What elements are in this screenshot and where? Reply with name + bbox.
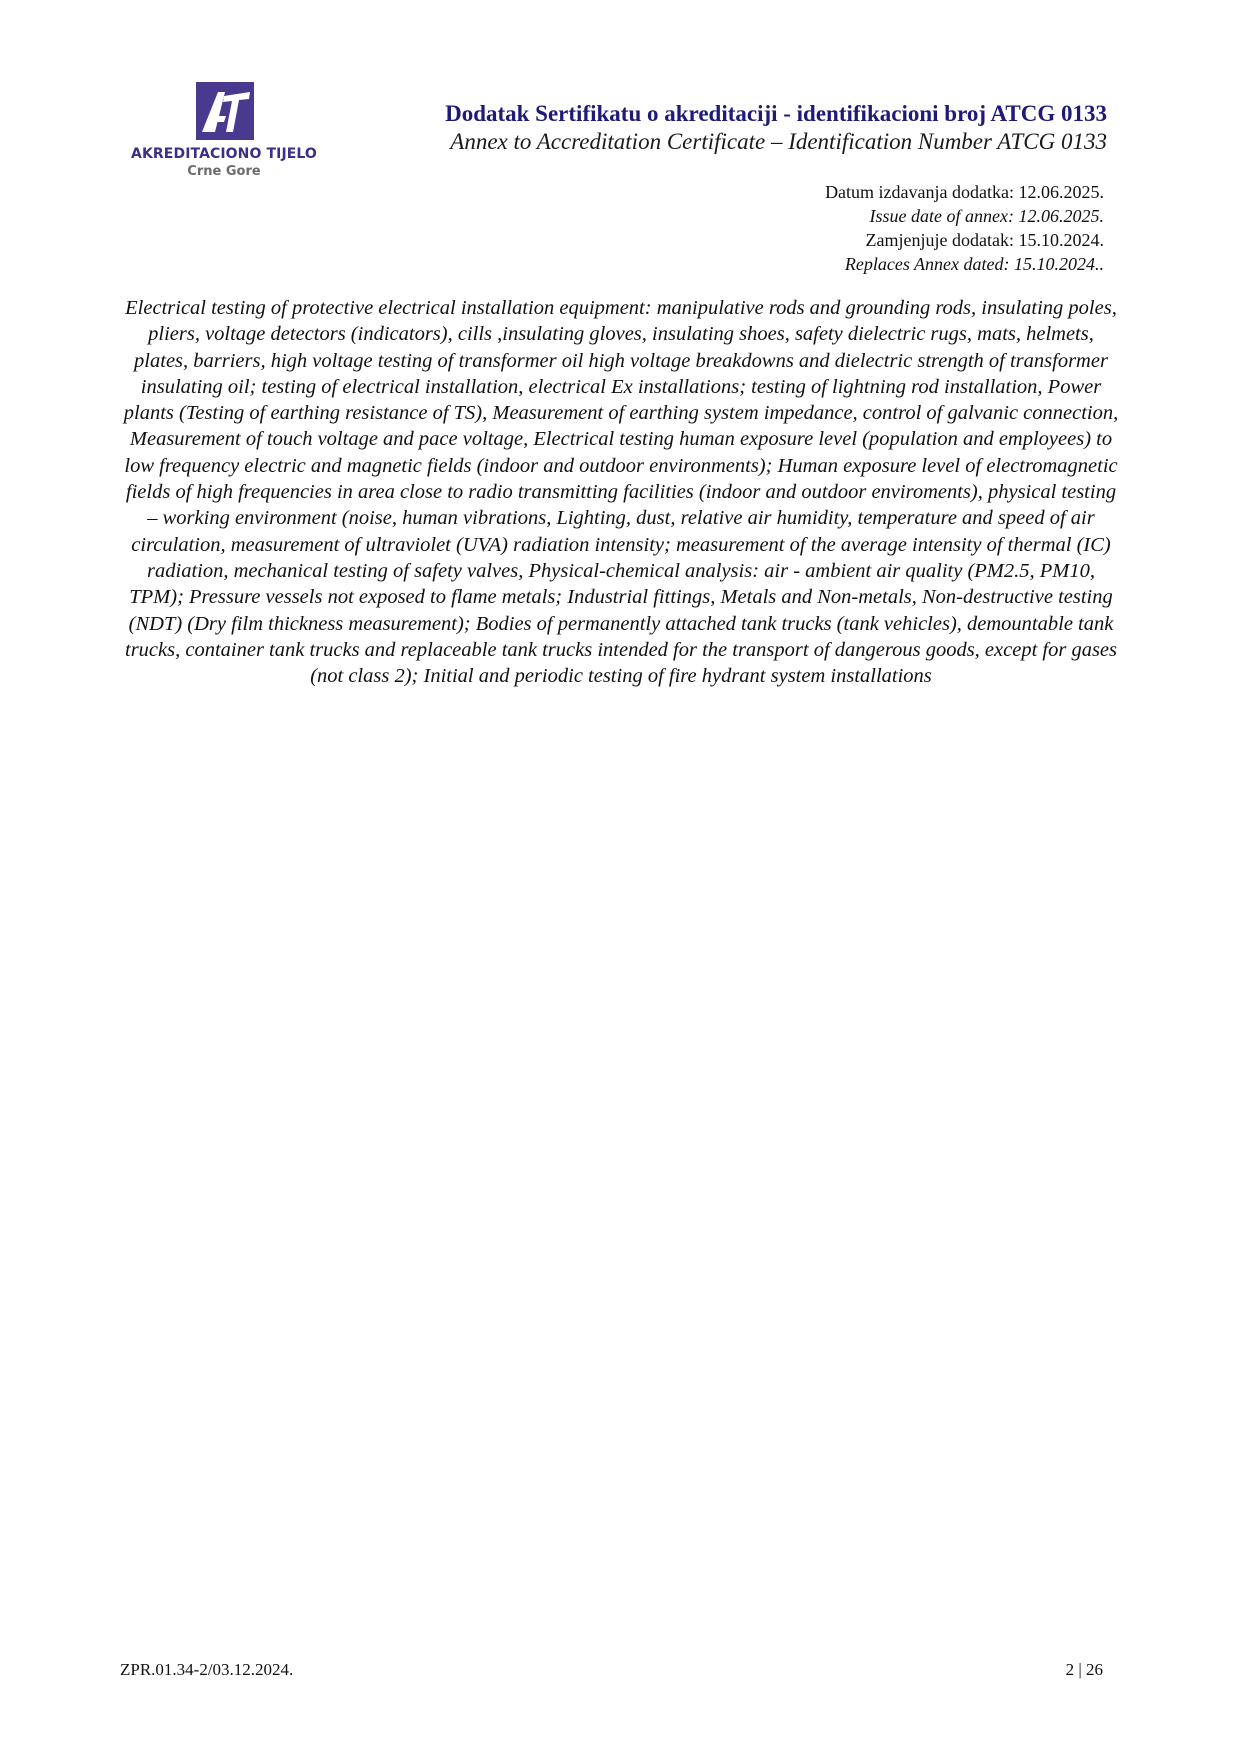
replaces-date-local: Zamjenjuje dodatak: 15.10.2024. xyxy=(865,230,1104,250)
title-local: Dodatak Sertifikatu o akreditaciji - identifikacioni broj ATCG 0133 xyxy=(445,101,1107,126)
issue-date-english: Issue date of annex: 12.06.2025. xyxy=(869,206,1104,226)
document-title xyxy=(445,100,1107,156)
footer-document-code: ZPR.01.34-2/03.12.2024. xyxy=(120,1660,294,1679)
title-english: Annex to Accreditation Certificate – Identification Number ATCG 0133 xyxy=(450,129,1107,154)
replaces-date-english: Replaces Annex dated: 15.10.2024.. xyxy=(844,254,1104,274)
accreditation-logo-icon xyxy=(196,82,254,140)
date-block xyxy=(825,180,1104,276)
logo-subtitle: Crne Gore xyxy=(187,164,261,179)
scope-paragraph: Electrical testing of protective electrical installation equipment: manipulative rods and grounding rods, insulating poles, pliers, voltage detectors (indicators), cills ,insulating gloves, insulating shoes, safety dielectric rugs, mats, helmets, plates, barriers, high voltage testing of transformer oil high voltage breakdowns and dielectric strength of transformer insulating oil; testing of electrical installation, electrical Ex installations; testing of lightning rod installation, Power plants (Testing of earthing resistance of TS), Measurement of earthing system impedance, control of galvanic connection, Measurement of touch voltage and pace voltage, Electrical testing human exposure level (population and employees) to low frequency electric and magnetic fields (indoor and outdoor environments); Human exposure level of electromagnetic fields of high frequencies in area close to radio transmitting facilities (indoor and outdoor enviroments), physical testing – working environment (noise, human vibrations, Lighting, dust, relative air humidity, temperature and speed of air circulation, measurement of ultraviolet (UVA) radiation intensity; measurement of the average intensity of thermal (IC) radiation, mechanical testing of safety valves, Physical-chemical analysis: air - ambient air quality (PM2.5, PM10, TPM); Pressure vessels not exposed to flame metals; Industrial fittings, Metals and Non-metals, Non-destructive testing (NDT) (Dry film thickness measurement); Bodies of permanently attached tank trucks (tank vehicles), demountable tank trucks, container tank trucks and replaceable tank trucks intended for the transport of dangerous goods, except for gases (not class 2); Initial and periodic testing of fire hydrant system installations xyxy=(123,297,1119,688)
issue-date-local: Datum izdavanja dodatka: 12.06.2025. xyxy=(825,182,1104,202)
logo-name: AKREDITACIONO TIJELO xyxy=(131,146,317,162)
footer-page-number: 2 | 26 xyxy=(1065,1660,1103,1679)
organization-logo xyxy=(124,78,324,182)
